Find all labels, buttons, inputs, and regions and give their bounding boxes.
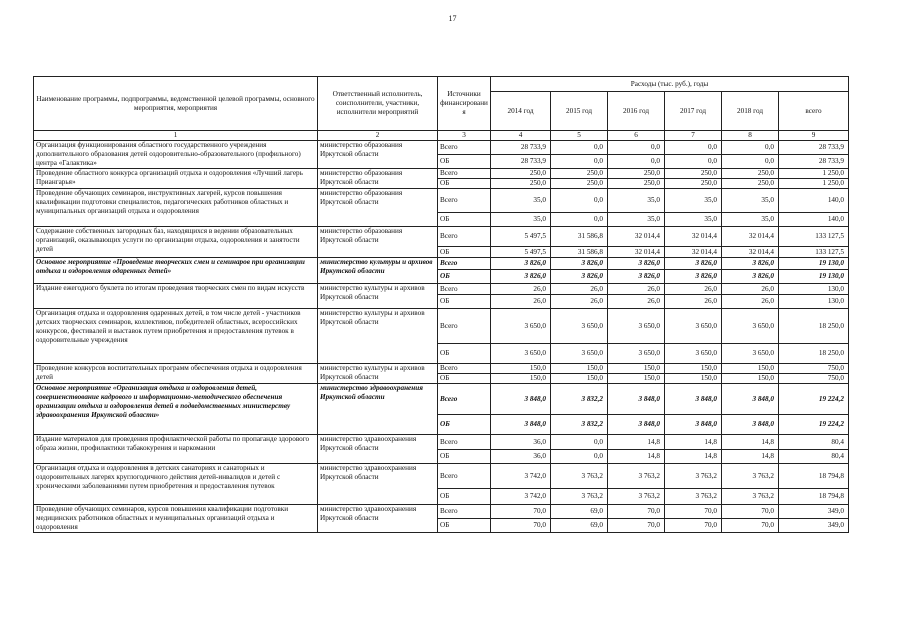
year-value: 3 832,2 [551,384,608,415]
total-value: 1 250,0 [779,179,849,189]
year-value: 32 014,4 [665,247,722,258]
year-value: 32 014,4 [608,247,665,258]
table-row [34,464,849,489]
year-value: 250,0 [665,169,722,179]
funding-source: ОБ [438,344,491,364]
year-value: 5 497,5 [491,247,551,258]
year-value: 3 848,0 [491,415,551,435]
year-value: 3 848,0 [665,384,722,415]
year-value: 3 763,2 [722,464,779,489]
year-value: 70,0 [608,519,665,533]
year-value: 26,0 [551,295,608,309]
year-value: 70,0 [608,505,665,519]
column-number: 2 [318,131,438,141]
year-value: 3 826,0 [551,270,608,284]
executor: министерство культуры и архивов Иркутской области [318,309,438,364]
funding-source: ОБ [438,247,491,258]
year-value: 26,0 [665,284,722,295]
year-value: 3 742,0 [491,464,551,489]
total-value: 130,0 [779,295,849,309]
activity-name: Организация отдыха и оздоровления в детских санаториях и санаторных и оздоровительных лагерях круглогодичного действия детей-инвалидов и детей с хроническими заболеваниями путем приобретения и предоставления путевок [34,464,318,505]
executor: министерство здравоохранения Иркутской области [318,464,438,505]
year-value: 14,8 [608,435,665,450]
year-value: 250,0 [608,169,665,179]
year-value: 28 733,9 [491,155,551,169]
activity-name: Проведение обучающих семинаров, инструктивных лагерей, курсов повышения квалификации подготовки специалистов, педагогических работников областных и муниципальных организаций отдыха и оздоровления [34,189,318,227]
year-value: 14,8 [722,435,779,450]
column-number: 8 [722,131,779,141]
year-value: 3 650,0 [551,309,608,344]
funding-source: Всего [438,169,491,179]
total-value: 140,0 [779,213,849,227]
year-value: 26,0 [608,284,665,295]
year-value: 32 014,4 [665,227,722,247]
year-value: 3 650,0 [551,344,608,364]
year-value: 0,0 [722,141,779,155]
year-value: 150,0 [491,374,551,384]
total-value: 80,4 [779,435,849,450]
header-year: 2014 год [491,92,551,131]
year-value: 14,8 [665,435,722,450]
total-value: 133 127,5 [779,227,849,247]
year-value: 32 014,4 [608,227,665,247]
year-value: 150,0 [665,364,722,374]
header-executor: Ответственный исполнитель, соисполнители, участники, исполнители мероприятий [318,77,438,131]
funding-source: ОБ [438,374,491,384]
table-row [34,309,849,344]
total-value: 18 794,8 [779,489,849,505]
executor: министерство здравоохранения Иркутской области [318,435,438,464]
year-value: 0,0 [551,450,608,464]
table-row [34,141,849,155]
year-value: 150,0 [551,364,608,374]
total-value: 1 250,0 [779,169,849,179]
year-value: 31 586,8 [551,227,608,247]
column-number: 7 [665,131,722,141]
year-value: 3 848,0 [491,384,551,415]
year-value: 3 848,0 [608,415,665,435]
year-value: 3 826,0 [722,258,779,270]
year-value: 69,0 [551,519,608,533]
header-funding-source: Источники финансировани я [438,77,491,131]
total-value: 140,0 [779,189,849,213]
year-value: 26,0 [491,295,551,309]
total-value: 18 794,8 [779,464,849,489]
table-row [34,189,849,213]
funding-source: ОБ [438,213,491,227]
year-value: 3 650,0 [722,344,779,364]
activity-name: Проведение областного конкурса организаций отдыха и оздоровления «Лучший лагерь Приангарья» [34,169,318,189]
year-value: 3 848,0 [722,384,779,415]
year-value: 3 826,0 [608,270,665,284]
year-value: 0,0 [665,155,722,169]
year-value: 250,0 [722,169,779,179]
year-value: 0,0 [551,213,608,227]
year-value: 28 733,9 [491,141,551,155]
budget-table [33,76,849,533]
year-value: 35,0 [491,189,551,213]
funding-source: Всего [438,141,491,155]
table-row [34,284,849,295]
column-number: 6 [608,131,665,141]
year-value: 3 826,0 [491,258,551,270]
funding-source: Всего [438,435,491,450]
header-program-name: Наименование программы, подпрограммы, ведомственной целевой программы, основного мероприятия, мероприятия [34,77,318,131]
activity-name: Издание ежегодного буклета по итогам проведения творческих смен по видам искусств [34,284,318,309]
total-value: 19 130,0 [779,258,849,270]
funding-source: Всего [438,227,491,247]
year-value: 0,0 [551,435,608,450]
column-number: 4 [491,131,551,141]
year-value: 35,0 [491,213,551,227]
funding-source: ОБ [438,489,491,505]
executor: министерство образования Иркутской области [318,189,438,227]
year-value: 3 742,0 [491,489,551,505]
year-value: 3 826,0 [608,258,665,270]
year-value: 70,0 [665,505,722,519]
table-row [34,258,849,270]
total-value: 133 127,5 [779,247,849,258]
column-number: 1 [34,131,318,141]
executor: министерство здравоохранения Иркутской области [318,505,438,533]
year-value: 250,0 [551,179,608,189]
executor: министерство образования Иркутской области [318,227,438,258]
header-year: 2015 год [551,92,608,131]
activity-name: Основное мероприятие «Проведение творческих смен и семинаров при организации отдыха и оздоровления одаренных детей» [34,258,318,284]
year-value: 14,8 [722,450,779,464]
year-value: 0,0 [722,155,779,169]
total-value: 19 224,2 [779,415,849,435]
year-value: 3 826,0 [665,258,722,270]
total-value: 130,0 [779,284,849,295]
activity-name: Издание материалов для проведения профилактической работы по пропаганде здорового образа жизни, профилактики табакокурения и наркомании [34,435,318,464]
executor: министерство культуры и архивов Иркутской области [318,258,438,284]
year-value: 36,0 [491,450,551,464]
funding-source: ОБ [438,295,491,309]
year-value: 150,0 [551,374,608,384]
year-value: 250,0 [551,169,608,179]
year-value: 250,0 [608,179,665,189]
year-value: 70,0 [722,519,779,533]
total-value: 18 250,0 [779,344,849,364]
year-value: 36,0 [491,435,551,450]
year-value: 0,0 [551,155,608,169]
year-value: 3 650,0 [665,309,722,344]
year-value: 3 826,0 [722,270,779,284]
year-value: 70,0 [491,505,551,519]
activity-name: Содержание собственных загородных баз, находящихся в ведении образовательных организаций, оказывающих услуги по организации отдыха, оздоровления и занятости детей [34,227,318,258]
activity-name: Организация отдыха и оздоровления одаренных детей, в том числе детей - участников детских творческих семинаров, коллективов, победителей областных, всероссийских конкурсов, фестивалей и выставок путем приобретения и предоставления путевок в оздоровительные учреждения [34,309,318,364]
year-value: 150,0 [608,364,665,374]
year-value: 26,0 [491,284,551,295]
year-value: 3 650,0 [491,309,551,344]
executor: министерство образования Иркутской области [318,141,438,169]
executor: министерство культуры и архивов Иркутской области [318,284,438,309]
year-value: 3 650,0 [722,309,779,344]
year-value: 70,0 [722,505,779,519]
funding-source: ОБ [438,155,491,169]
funding-source: ОБ [438,450,491,464]
activity-name: Проведение обучающих семинаров, курсов повышения квалификации подготовки медицинских работников областных и муниципальных организаций отдыха и оздоровления [34,505,318,533]
year-value: 35,0 [608,213,665,227]
total-value: 750,0 [779,364,849,374]
year-value: 31 586,8 [551,247,608,258]
year-value: 32 014,4 [722,227,779,247]
funding-source: Всего [438,284,491,295]
year-value: 150,0 [491,364,551,374]
year-value: 70,0 [491,519,551,533]
executor: министерство образования Иркутской области [318,169,438,189]
total-value: 28 733,9 [779,141,849,155]
year-value: 26,0 [551,284,608,295]
funding-source: ОБ [438,270,491,284]
total-value: 750,0 [779,374,849,384]
year-value: 0,0 [551,141,608,155]
column-number: 3 [438,131,491,141]
funding-source: Всего [438,505,491,519]
year-value: 150,0 [722,374,779,384]
total-value: 28 733,9 [779,155,849,169]
year-value: 150,0 [665,374,722,384]
year-value: 35,0 [665,213,722,227]
year-value: 3 832,2 [551,415,608,435]
year-value: 150,0 [722,364,779,374]
year-value: 250,0 [491,169,551,179]
year-value: 26,0 [722,284,779,295]
year-value: 3 763,2 [608,464,665,489]
total-value: 349,0 [779,519,849,533]
year-value: 35,0 [722,189,779,213]
year-value: 3 650,0 [491,344,551,364]
executor: министерство культуры и архивов Иркутской области [318,364,438,384]
header-total: всего [779,92,849,131]
year-value: 70,0 [665,519,722,533]
year-value: 3 650,0 [608,344,665,364]
funding-source: Всего [438,384,491,415]
total-value: 349,0 [779,505,849,519]
year-value: 250,0 [491,179,551,189]
total-value: 19 130,0 [779,270,849,284]
total-value: 18 250,0 [779,309,849,344]
executor: министерство здравоохранения Иркутской области [318,384,438,435]
year-value: 0,0 [665,141,722,155]
header-expenses: Расходы (тыс. руб.), годы [491,77,849,92]
year-value: 32 014,4 [722,247,779,258]
year-value: 35,0 [608,189,665,213]
total-value: 19 224,2 [779,384,849,415]
year-value: 3 826,0 [491,270,551,284]
year-value: 0,0 [608,155,665,169]
year-value: 0,0 [551,189,608,213]
year-value: 3 763,2 [551,489,608,505]
year-value: 35,0 [722,213,779,227]
year-value: 3 848,0 [665,415,722,435]
funding-source: ОБ [438,519,491,533]
funding-source: Всего [438,258,491,270]
activity-name: Организация функционирования областного государственного учреждения дополнительного образования детей оздоровительно-образовательного (профильного) центра «Галактика» [34,141,318,169]
year-value: 3 763,2 [551,464,608,489]
page-number: 17 [448,14,457,23]
year-value: 69,0 [551,505,608,519]
year-value: 3 763,2 [665,464,722,489]
funding-source: ОБ [438,415,491,435]
activity-name: Проведение конкурсов воспитательных программ обеспечения отдыха и оздоровления детей [34,364,318,384]
funding-source: Всего [438,189,491,213]
year-value: 26,0 [608,295,665,309]
year-value: 5 497,5 [491,227,551,247]
year-value: 3 826,0 [665,270,722,284]
funding-source: Всего [438,309,491,344]
year-value: 150,0 [608,374,665,384]
year-value: 250,0 [722,179,779,189]
table-row [34,435,849,450]
year-value: 3 763,2 [722,489,779,505]
year-value: 3 848,0 [608,384,665,415]
year-value: 14,8 [608,450,665,464]
column-number: 9 [779,131,849,141]
header-year: 2018 год [722,92,779,131]
column-number: 5 [551,131,608,141]
table-row [34,364,849,374]
year-value: 3 650,0 [608,309,665,344]
year-value: 0,0 [608,141,665,155]
activity-name: Основное мероприятие «Организация отдыха и оздоровления детей, совершенствование кадрового и информационно-методического обеспечения организации отдыха и оздоровления детей в подведомственных министерству здравоохранения Иркутской области» [34,384,318,435]
header-year: 2017 год [665,92,722,131]
year-value: 14,8 [665,450,722,464]
funding-source: Всего [438,364,491,374]
funding-source: Всего [438,464,491,489]
year-value: 250,0 [665,179,722,189]
year-value: 3 826,0 [551,258,608,270]
year-value: 3 848,0 [722,415,779,435]
year-value: 3 763,2 [608,489,665,505]
year-value: 35,0 [665,189,722,213]
year-value: 26,0 [665,295,722,309]
table-body [34,141,849,533]
header-year: 2016 год [608,92,665,131]
total-value: 80,4 [779,450,849,464]
table-row [34,505,849,519]
table-row [34,384,849,415]
year-value: 3 650,0 [665,344,722,364]
funding-source: ОБ [438,179,491,189]
year-value: 26,0 [722,295,779,309]
table-row [34,227,849,247]
year-value: 3 763,2 [665,489,722,505]
table-row [34,169,849,179]
